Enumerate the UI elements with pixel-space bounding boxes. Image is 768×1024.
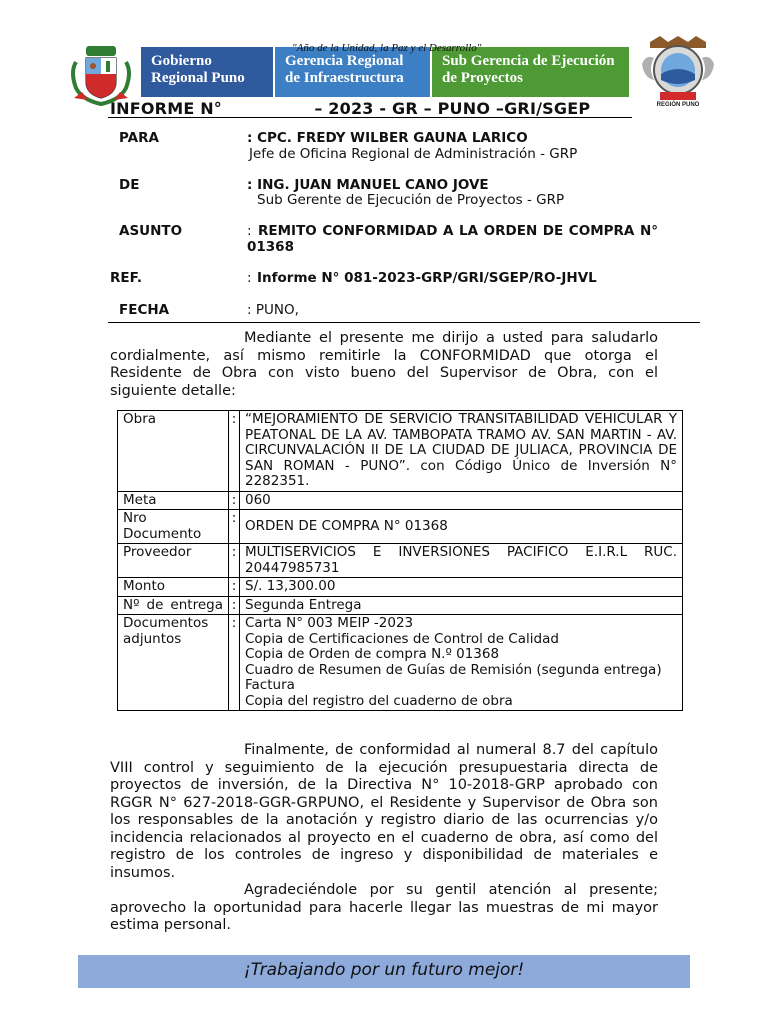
year-motto: "Año de la Unidad, la Paz y el Desarrollo" [292,42,482,54]
intro-paragraph [110,330,658,400]
colon-cell: : [229,491,240,510]
fecha-text: : PUNO, [247,302,299,318]
meta-label: Meta [118,491,229,510]
colon-cell: : [229,578,240,597]
colon-cell: : [229,615,240,711]
document-item: Cuadro de Resumen de Guías de Remisión (segunda entrega) [245,661,662,678]
documentos-label: Documentos adjuntos [118,615,229,711]
para-role: Jefe de Oficina Regional de Administración - GRP [249,146,578,162]
document-item: Copia de Certificaciones de Control de Calidad [245,630,559,647]
obra-label: Obra [118,411,229,492]
table-row [118,411,683,492]
proveedor-value: MULTISERVICIOS E INVERSIONES PACIFICO E.I.R.L RUC. 20447985731 [240,544,683,578]
para-label: PARA [119,130,159,146]
table-row [118,615,683,711]
ref-text: Informe N° 081-2023-GRP/GRI/SGEP/RO-JHVL [257,270,597,286]
closing-paragraph-1 [110,742,658,882]
title-underline [108,117,632,118]
meta-value: 060 [240,491,683,510]
de-role: Sub Gerente de Ejecución de Proyectos - GRP [257,192,565,208]
header-divider [108,322,700,323]
colon-cell: : [229,510,240,544]
document-item: Copia de Orden de compra N.º 01368 [245,646,500,662]
asunto-text: REMITO CONFORMIDAD A LA ORDEN DE COMPRA N° 01368 [247,223,658,255]
fecha-label: FECHA [119,302,170,318]
para-name: : CPC. FREDY WILBER GAUNA LARICO [247,130,528,146]
header-band-gerencia: Gerencia Regional de Infraestructura [275,47,430,97]
table-row [118,596,683,615]
documentos-list [240,615,683,711]
table-row [118,491,683,510]
colon-cell: : [229,596,240,615]
table-row [118,578,683,597]
report-title: INFORME N° – 2023 - GR – PUNO –GRI/SGEP [110,99,591,118]
region-puno-logo [640,34,716,108]
de-label: DE [119,177,140,193]
document-item: Factura [245,677,295,693]
nro-documento-value: ORDEN DE COMPRA N° 01368 [240,510,683,544]
entrega-value: Segunda Entrega [240,596,683,615]
closing-text-1: Finalmente, de conformidad al numeral 8.7 del capítulo VIII control y seguimiento de la ejecución presupuestaria directa de proyectos de inversión, de la Directiva N° 10-2018-GRP aprobado con RGGR N° 627-2018-GGR-GRPUNO, el Residente y Supervisor de Obra son los responsables de la anotación y registro diario de las ocurrencias y/o incidencia relacionados al proyecto en el cuaderno de obra, así como del registro de los controles de ingreso y disponibilidad de materiales e insumos. [110,742,658,881]
document-item: Carta N° 003 MEIP -2023 [245,615,414,631]
de-name: : ING. JUAN MANUEL CANO JOVE [247,177,489,193]
detail-table [117,410,683,711]
asunto-colon: : [247,223,252,239]
document-item: Copia del registro del cuaderno de obra [245,692,513,709]
table-row [118,510,683,544]
footer-slogan: ¡Trabajando por un futuro mejor! [78,955,690,988]
header-band-subgerencia: Sub Gerencia de Ejecución de Proyectos [432,47,629,97]
intro-text: Mediante el presente me dirijo a usted para saludarlo cordialmente, así mismo remitirle la CONFORMIDAD que otorga el Residente de Obra con visto bueno del Supervisor de Obra, con el siguiente detalle: [110,330,658,399]
entrega-label: Nº de entrega [118,596,229,615]
ref-label: REF. [110,270,142,286]
asunto-label: ASUNTO [119,223,183,239]
colon-cell: : [229,544,240,578]
proveedor-label: Proveedor [118,544,229,578]
svg-text:REGIÓN PUNO: REGIÓN PUNO [656,102,700,108]
table-row [118,544,683,578]
monto-value: S/. 13,300.00 [240,578,683,597]
closing-text-2: Agradeciéndole por su gentil atención al presente; aprovecho la oportunidad para hacerle llegar las muestras de mi mayor estima personal. [110,882,658,933]
header-band-gobierno: Gobierno Regional Puno [141,47,273,97]
colon-cell: : [229,411,240,492]
nro-documento-label: Nro Documento [118,510,229,544]
closing-paragraph-2 [110,882,658,935]
monto-label: Monto [118,578,229,597]
ref-colon: : [247,270,252,286]
obra-value: “MEJORAMIENTO DE SERVICIO TRANSITABILIDAD VEHICULAR Y PEATONAL DE LA AV. TAMBOPATA TRAMO AV. SAN MARTIN - AV. CIRCUNVALACIÓN II DE LA CIUDAD DE JULIACA, PROVINCIA DE SAN ROMAN - PUNO”. con Código Único de Inversión N° 2282351. [240,411,683,492]
